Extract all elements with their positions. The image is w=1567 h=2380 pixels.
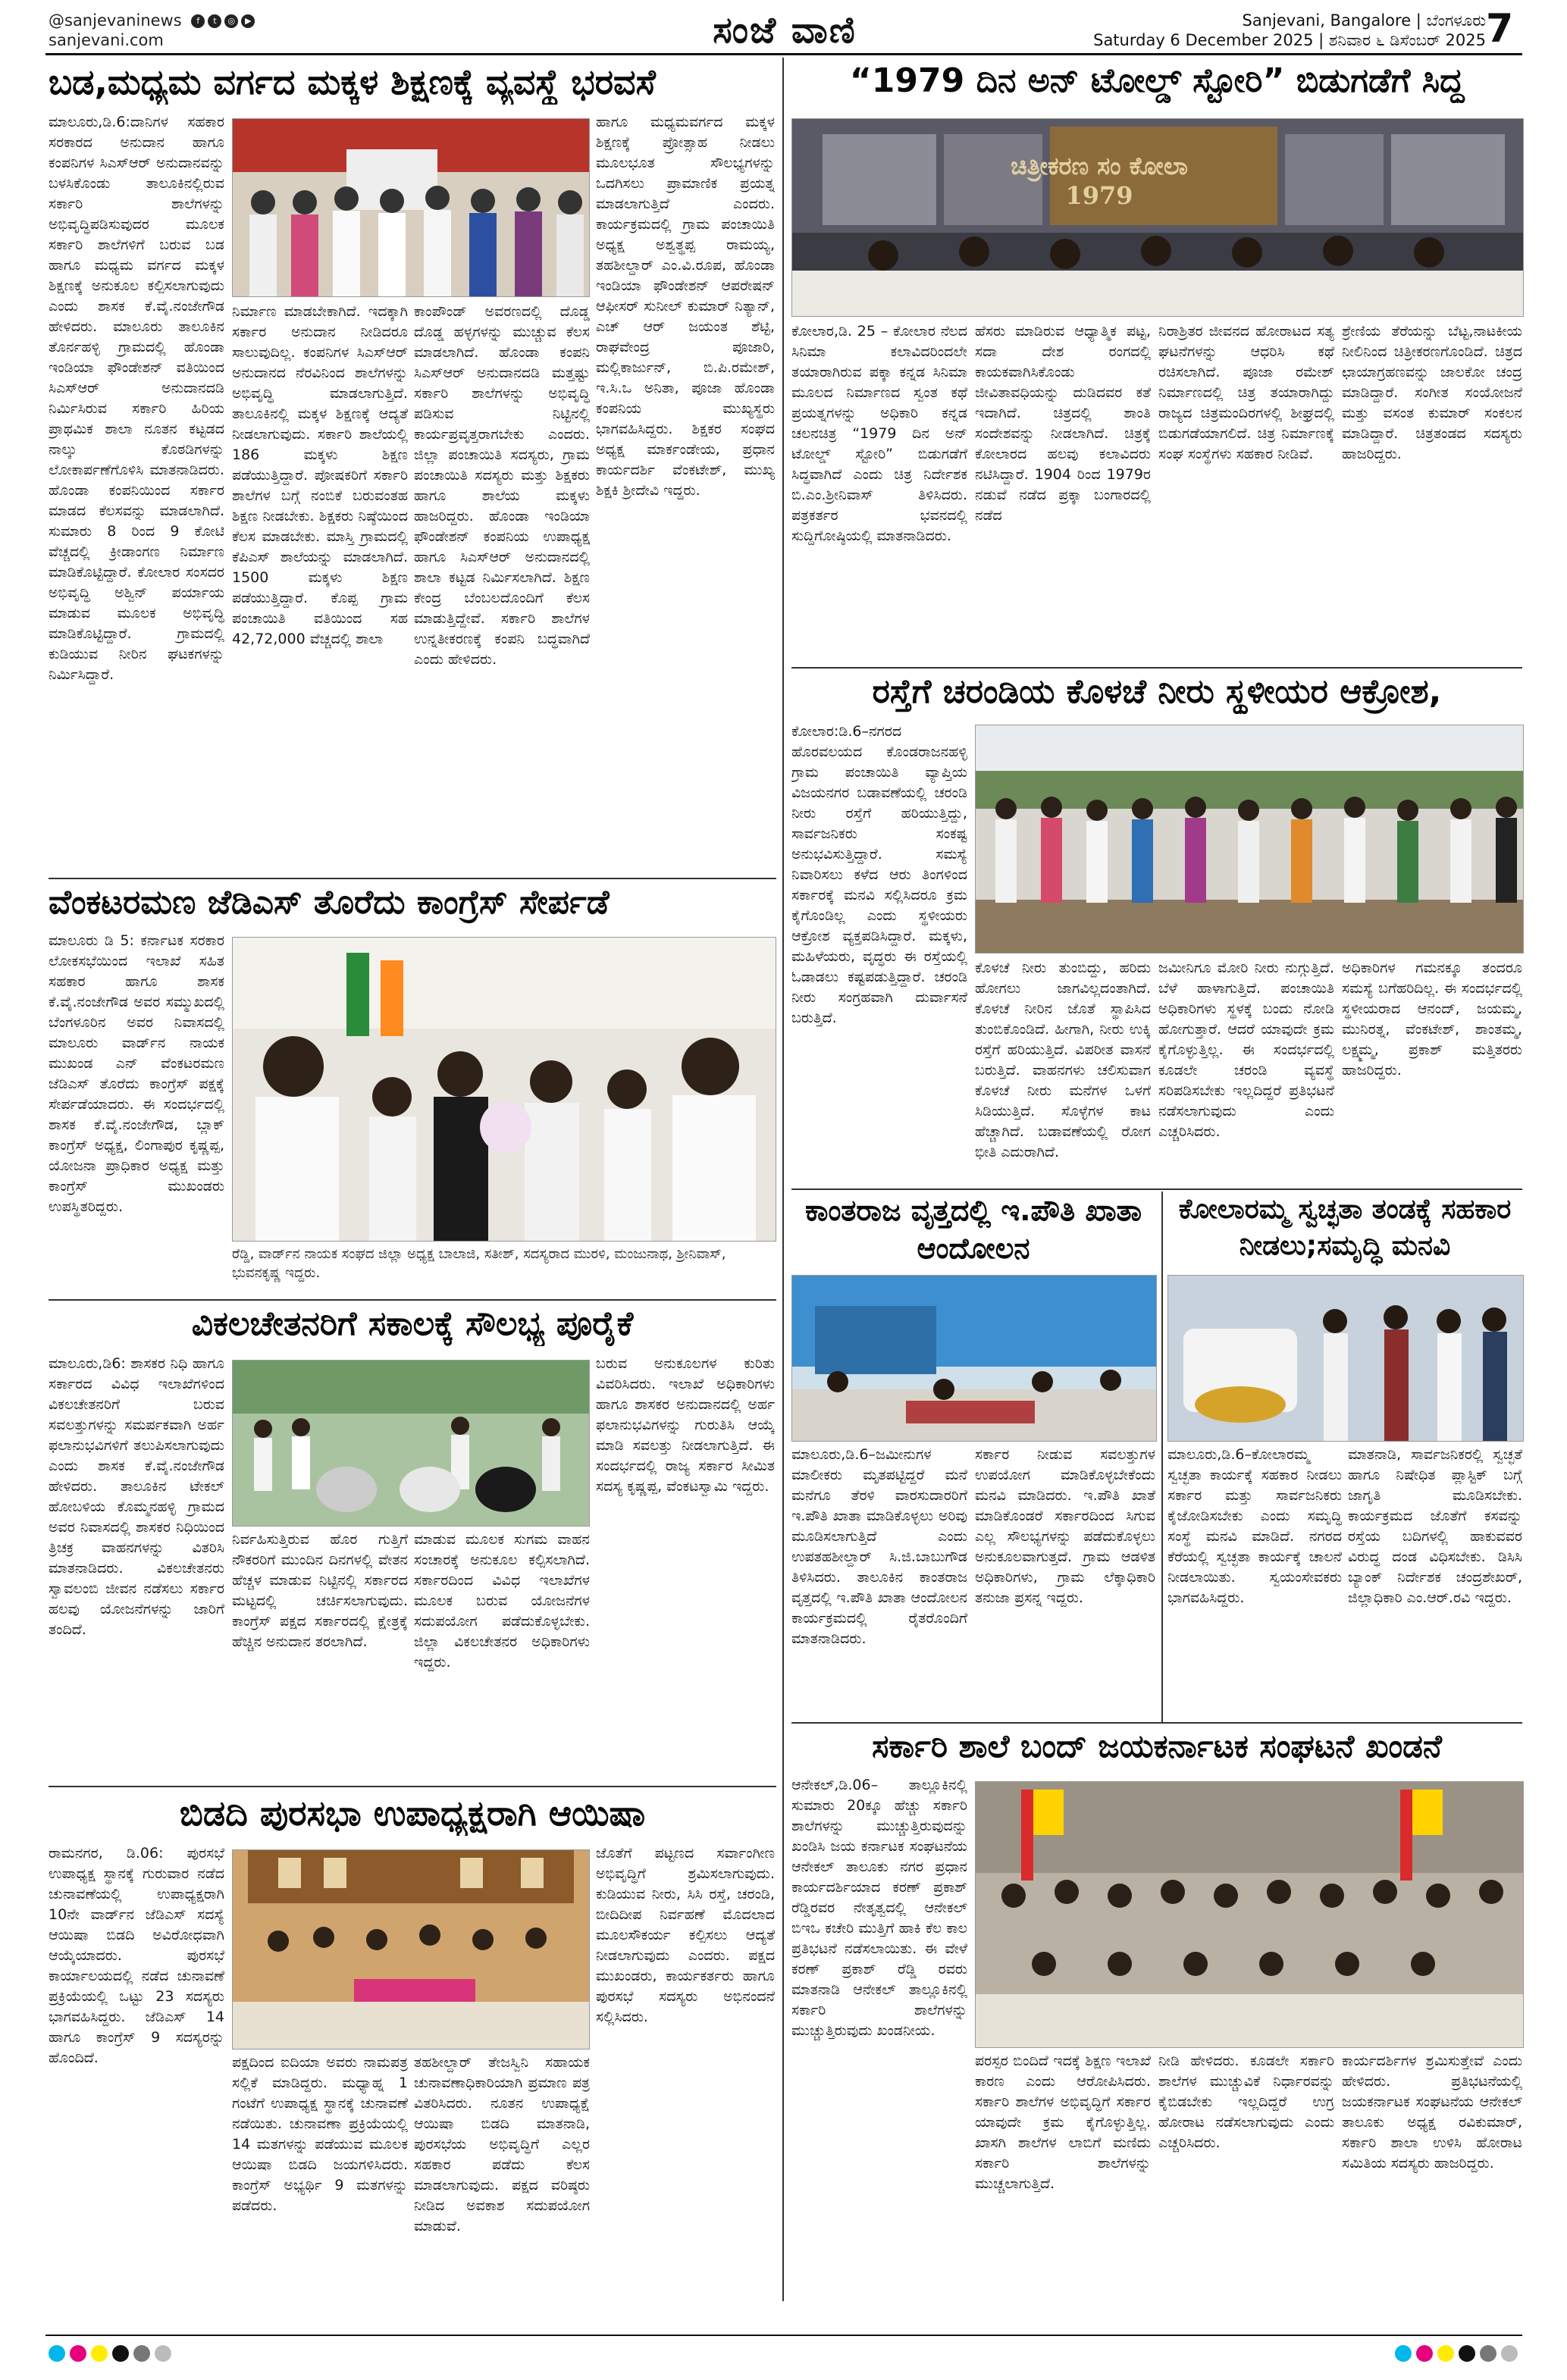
story3-headline: ರಸ್ತೆಗೆ ಚರಂಡಿಯ ಕೊಳಚೆ ನೀರು ಸ್ಥಳೀಯರ ಆಕ್ರೋಶ, — [872, 672, 1442, 711]
social-icons — [191, 14, 255, 28]
divider — [49, 1299, 776, 1301]
yellow-mark — [91, 2345, 108, 2362]
divider — [791, 1188, 1522, 1190]
divider — [49, 878, 776, 879]
grey-mark — [133, 2345, 150, 2362]
story6-photo — [791, 1275, 1157, 1442]
story5-col1: ಮಾಲೂರು,ಡಿ6: ಶಾಸಕರ ನಿಧಿ ಹಾಗೂ ಸರ್ಕಾರದ ವಿವಿಧ ಇಲಾಖೆಗಳಿಂದ ವಿಕಲಚೇತನರಿಗೆ ಬರುವ ಸವಲತ್ತುಗಳನ್ನು ಸಮರ್ಪಕವಾಗಿ ಅರ್ಹ ಫಲಾನುಭವಿಗಳಿಗೆ ತಲುಪಿಸಲಾಗುವುದು ಎಂದು ಶಾಸಕ ಕೆ.ವೈ.ನಂಜೇಗೌಡ ಹೇಳಿದರು. ತಾಲೂಕಿನ ಟೇಕಲ್ ಹೋಬಳಿಯ ಕೊಮ್ಮನಹಳ್ಳಿ ಗ್ರಾಮದ ಅವರ ನಿವಾಸದಲ್ಲಿ ಶಾಸಕರ ನಿಧಿಯಿಂದ ತ್ರಿಚಕ್ರ ವಾಹನಗಳನ್ನು ವಿತರಿಸಿ ಮಾತನಾಡಿದರು. ವಿಕಲಚೇತನರು ಸ್ವಾವಲಂಬಿ ಜೀವನ ನಡೆಸಲು ಸರ್ಕಾರ ಹಲವು ಯೋಜನೆಗಳನ್ನು ಜಾರಿಗೆ ತಂದಿದೆ. — [49, 1355, 224, 1638]
story9-col3: ನೀಡಿ ಹೇಳಿದರು. ಕೂಡಲೇ ಸರ್ಕಾರಿ ಶಾಲೆಗಳ ಮುಚ್ಚುವಿಕೆ ನಿರ್ಧಾರವನ್ನು ಕೈಬಿಡಬೇಕು ಇಲ್ಲದಿದ್ದರೆ ಉಗ್ರ ಹೋರಾಟ ನಡೆಸಲಾಗುವುದು ಎಂದು ಎಚ್ಚರಿಸಿದರು. — [1158, 2053, 1334, 2151]
masthead-left — [49, 11, 255, 50]
story2-col1: ಕೋಲಾರ,ಡಿ. 25 – ಕೋಲಾರ ನೆಲದ ಸಿನಿಮಾ ಕಲಾವಿದರಿಂದಲೇ ತಯಾರಾಗಿರುವ ಪಕ್ಕಾ ಕನ್ನಡ ಸಿನಿಮಾ ಮೂಲದ ನಿರ್ಮಾಣದ ಸ್ವಂತ ಕಥೆ ಪ್ರಯತ್ನಗಳನ್ನು ಅಧಿಕಾರಿ ಕನ್ನಡ ಚಲನಚಿತ್ರ “1979 ದಿನ ಅನ್ ಟೋಲ್ಡ್ ಸ್ಟೋರಿ” ಬಿಡುಗಡೆಗೆ ಸಿದ್ಧವಾಗಿದೆ ಎಂದು ಚಿತ್ರ ನಿರ್ದೇಶಕ ಬಿ.ಎಂ.ಶ್ರೀನಿವಾಸ್ ತಿಳಿಸಿದರು. ಪತ್ರಕರ್ತರ ಭವನದಲ್ಲಿ ಸುದ್ದಿಗೋಷ್ಠಿಯಲ್ಲಿ ಮಾತನಾಡಿದರು. — [791, 323, 967, 544]
story3-photo — [975, 725, 1524, 954]
masthead-right: Sanjevani, Bangalore | ಬೆಂಗಳೂರು Saturday 6 December 2025 | ಶನಿವಾರ ೬ ಡಿಸೆಂಬರ್ 2025 — [1093, 11, 1486, 49]
story6-col2: ಸರ್ಕಾರ ನೀಡುವ ಸವಲತ್ತುಗಳ ಉಪಯೋಗ ಮಾಡಿಕೊಳ್ಳಬೇಕೆಂದು ಮನವಿ ಮಾಡಿದರು. ಇ.ಪೌತಿ ಖಾತೆ ಮಾಡಿಕೊಂಡರೆ ಸರ್ಕಾರದಿಂದ ಸಿಗುವ ಎಲ್ಲ ಸೌಲಭ್ಯಗಳನ್ನು ಪಡೆದುಕೊಳ್ಳಲು ಅನುಕೂಲವಾಗುತ್ತದೆ. ಗ್ರಾಮ ಆಡಳಿತ ಅಧಿಕಾರಿಗಳು, ಗ್ರಾಮ ಲೆಕ್ಕಾಧಿಕಾರಿ ತನುಜಾ ಪ್ರಸನ್ನ ಇದ್ದರು. — [975, 1446, 1155, 1606]
story1-col4: ಹಾಗೂ ಮಧ್ಯಮವರ್ಗದ ಮಕ್ಕಳ ಶಿಕ್ಷಣಕ್ಕೆ ಪ್ರೋತ್ಸಾಹ ನೀಡಲು ಮೂಲಭೂತ ಸೌಲಭ್ಯಗಳನ್ನು ಒದಗಿಸಲು ಪ್ರಾಮಾಣಿಕ ಪ್ರಯತ್ನ ಮಾಡಲಾಗುತ್ತಿದೆ ಎಂದರು. ಕಾರ್ಯಕ್ರಮದಲ್ಲಿ ಗ್ರಾಮ ಪಂಚಾಯಿತಿ ಅಧ್ಯಕ್ಷ ಅಶ್ವತ್ಥಪ್ಪ ರಾಮಯ್ಯ, ತಹಶೀಲ್ದಾರ್ ಎಂ.ವಿ.ರೂಪ, ಹೊಂಡಾ ಇಂಡಿಯಾ ಫೌಂಡೇಶನ್ ಆಪರೇಷನ್ ಆಫೀಸರ್ ಸುನೀಲ್ ಕುಮಾರ್ ನಿತ್ಯಾನ್, ಎಚ್ ಆರ್ ಜಯಂತ ಶೆಟ್ಟಿ, ರಾಘವೇಂದ್ರ ಪೂಜಾರಿ, ಮಲ್ಲಿಕಾರ್ಜುನ್, ಬಿ.ಪಿ.ರಮೇಶ್, ಇ.ಸಿ.ಒ ಅನಿತಾ, ಪೂಜಾ ಹೊಂಡಾ ಕಂಪನಿಯ ಮುಖ್ಯಸ್ಥರು ಭಾಗವಹಿಸಿದ್ದರು. ಶಿಕ್ಷಕರ ಸಂಘದ ಅಧ್ಯಕ್ಷ ಮಾರ್ಕಂಡೇಯ, ಪ್ರಧಾನ ಕಾರ್ಯದರ್ಶಿ ವೆಂಕಟೇಶ್, ಮುಖ್ಯ ಶಿಕ್ಷಕಿ ಶ್ರೀದೇವಿ ಇದ್ದರು. — [596, 114, 775, 499]
story5-headline: ವಿಕಲಚೇತನರಿಗೆ ಸಕಾಲಕ್ಕೆ ಸೌಲಭ್ಯ ಪೂರೈಕೆ — [191, 1304, 634, 1343]
story7-photo — [1167, 1275, 1524, 1442]
social-handle: @sanjevaninews — [49, 11, 182, 30]
date-en: Saturday 6 December 2025 — [1093, 31, 1314, 49]
divider — [49, 1786, 776, 1787]
story4-headline: ವೆಂಕಟರಮಣ ಜೆಡಿಎಸ್ ತೊರೆದು ಕಾಂಗ್ರೆಸ್ ಸೇರ್ಪಡೆ — [49, 883, 610, 922]
story3-col4: ಅಧಿಕಾರಿಗಳ ಗಮನಕ್ಕೂ ತಂದರೂ ಸಮಸ್ಯೆ ಬಗೆಹರಿದಿಲ್ಲ. ಈ ಸಂದರ್ಭದಲ್ಲಿ ಸ್ಥಳೀಯರಾದ ಆನಂದ್, ಜಯಮ್ಮ, ಮುನಿರತ್ನ, ವೆಂಕಟೇಶ್, ಶಾಂತಮ್ಮ, ಲಕ್ಷ್ಮಮ್ಮ, ಪ್ರಕಾಶ್ ಮತ್ತಿತರರು ಹಾಜರಿದ್ದರು. — [1342, 960, 1522, 1079]
story3-col2: ಕೊಳಚೆ ನೀರು ತುಂಬಿದ್ದು, ಹರಿದು ಹೋಗಲು ಜಾಗವಿಲ್ಲದಂತಾಗಿದೆ. ಕೊಳಚೆ ನೀರಿನ ಜೊತೆ ಸ್ಥಾಪಿಸಿದ ತುಂಬಿಕೊಂಡಿದೆ. ಹೀಗಾಗಿ, ನೀರು ಉಕ್ಕಿ ರಸ್ತೆಗೆ ಹರಿಯುತ್ತಿದೆ. ವಿಪರೀತ ವಾಸನೆ ಬರುತ್ತಿದೆ. ವಾಹನಗಳು ಚಲಿಸುವಾಗ ಕೊಳಚೆ ನೀರು ಮನೆಗಳ ಒಳಗೆ ಸಿಡಿಯುತ್ತಿದೆ. ಸೊಳ್ಳೆಗಳ ಕಾಟ ಹೆಚ್ಚಾಗಿದೆ. ಬಡಾವಣೆಯಲ್ಲಿ ರೋಗ ಭೀತಿ ಎದುರಾಗಿದೆ. — [975, 960, 1151, 1160]
cyan-mark — [1395, 2345, 1412, 2362]
story1-photo — [232, 118, 590, 297]
story9-col1: ಆನೇಕಲ್,ಡಿ.06– ತಾಲ್ಲೂಕಿನಲ್ಲಿ ಸುಮಾರು 20ಕ್ಕೂ ಹೆಚ್ಚು ಸರ್ಕಾರಿ ಶಾಲೆಗಳನ್ನು ಮುಚ್ಚುತ್ತಿರುವುದನ್ನು ಖಂಡಿಸಿ ಜಯ ಕರ್ನಾಟಕ ಸಂಘಟನೆಯ ಆನೇಕಲ್ ತಾಲೂಕು ನಗರ ಪ್ರಧಾನ ಕಾರ್ಯದರ್ಶಿಯಾದ ಕರಣ್ ಪ್ರಕಾಶ್ ರೆಡ್ಡಿರವರ ನೇತೃತ್ವದಲ್ಲಿ ಆನೇಕಲ್ ಬಿಇಒ ಕಚೇರಿ ಮುತ್ತಿಗೆ ಹಾಕಿ ಕೆಲ ಕಾಲ ಪ್ರತಿಭಟನೆ ನಡೆಸಲಾಯಿತು. ಈ ವೇಳೆ ಕರಣ್ ಪ್ರಕಾಶ್ ರೆಡ್ಡಿ ರವರು ಮಾತನಾಡಿ ಆನೇಕಲ್ ತಾಲ್ಲೂಕಿನಲ್ಲಿ ಸರ್ಕಾರಿ ಶಾಲೆಗಳನ್ನು ಮುಚ್ಚುತ್ತಿರುವುದು ಖಂಡನೀಯ. — [791, 1777, 967, 2039]
column-divider — [1161, 1192, 1163, 1722]
color-registration-right — [1395, 2345, 1518, 2362]
story7-col1: ಮಾಲೂರು,ಡಿ.6–ಕೋಲಾರಮ್ಮ ಸ್ವಚ್ಛತಾ ಕಾರ್ಯಕ್ಕೆ ಸಹಕಾರ ನೀಡಲು ಸರ್ಕಾರ ಮತ್ತು ಸಾರ್ವಜನಿಕರು ಕೈಜೋಡಿಸಬೇಕು ಎಂದು ಸಮೃದ್ಧಿ ಸಂಸ್ಥೆ ಮನವಿ ಮಾಡಿದೆ. ನಗರದ ಕೆರೆಯಲ್ಲಿ ಸ್ವಚ್ಛತಾ ಕಾರ್ಯಕ್ಕೆ ಚಾಲನೆ ನೀಡಲಾಯಿತು. ಸ್ವಯಂಸೇವಕರು ಭಾಗವಹಿಸಿದ್ದರು. — [1167, 1446, 1342, 1606]
story6-headline: ಕಾಂತರಾಜ ವೃತ್ತದಲ್ಲಿ ಇ.ಪೌತಿ ಖಾತಾ ಆಂದೋಲನ — [804, 1194, 1142, 1265]
story9-photo — [975, 1781, 1524, 2048]
story9-col4: ಕಾರ್ಯದರ್ಶಿಗಳ ಶ್ರಮಿಸುತ್ತೇವೆ ಎಂದು ಹೇಳಿದರು. ಪ್ರತಿಭಟನೆಯಲ್ಲಿ ಜಯಕರ್ನಾಟಕ ಸಂಘಟನೆಯ ಆನೇಕಲ್ ತಾಲೂಕು ಅಧ್ಯಕ್ಷ ರವಿಕುಮಾರ್, ಸರ್ಕಾರಿ ಶಾಲಾ ಉಳಿಸಿ ಹೋರಾಟ ಸಮಿತಿಯ ಸದಸ್ಯರು ಹಾಜರಿದ್ದರು. — [1342, 2053, 1522, 2172]
divider — [791, 667, 1522, 669]
story3-col3: ಜಮೀನಿಗೂ ಮೋರಿ ನೀರು ನುಗ್ಗುತ್ತಿದೆ. ಬೆಳೆ ಹಾಳಾಗುತ್ತಿದೆ. ಪಂಚಾಯಿತಿ ಅಧಿಕಾರಿಗಳು ಸ್ಥಳಕ್ಕೆ ಬಂದು ನೋಡಿ ಹೋಗುತ್ತಾರೆ. ಆದರೆ ಯಾವುದೇ ಕ್ರಮ ಕೈಗೊಳ್ಳುತ್ತಿಲ್ಲ. ಈ ಸಂದರ್ಭದಲ್ಲಿ ಕೂಡಲೇ ಚರಂಡಿ ವ್ಯವಸ್ಥೆ ಸರಿಪಡಿಸಬೇಕು ಇಲ್ಲದಿದ್ದರೆ ಪ್ರತಿಭಟನೆ ನಡೆಸಲಾಗುವುದು ಎಂದು ಎಚ್ಚರಿಸಿದರು. — [1158, 960, 1334, 1140]
youtube-icon: ▶ — [241, 14, 255, 28]
story1-col3: ಕಾಂಪೌಂಡ್ ಅವರಣದಲ್ಲಿ ದೊಡ್ಡ ದೊಡ್ಡ ಹಳ್ಳಗಳನ್ನು ಮುಚ್ಚುವ ಕೆಲಸ ಮಾಡಲಾಗಿದೆ. ಹೊಂಡಾ ಕಂಪನಿ ಸಿಎಸ್‌ಆರ್ ಅನುದಾನದಡಿ ಮತ್ತಷ್ಟು ಸರ್ಕಾರಿ ಶಾಲೆಗಳನ್ನು ಅಭಿವೃದ್ಧಿ ಪಡಿಸುವ ನಿಟ್ಟಿನಲ್ಲಿ ಕಾರ್ಯಪ್ರವೃತ್ತರಾಗಬೇಕು ಎಂದರು. ಜಿಲ್ಲಾ ಪಂಚಾಯಿತಿ ಸದಸ್ಯರು, ಗ್ರಾಮ ಪಂಚಾಯಿತಿ ಸದಸ್ಯರು ಮತ್ತು ಶಿಕ್ಷಕರು ಹಾಗೂ ಶಾಲೆಯ ಮಕ್ಕಳು ಹಾಜರಿದ್ದರು. ಹೊಂಡಾ ಇಂಡಿಯಾ ಫೌಂಡೇಶನ್ ಕಂಪನಿಯ ಉಪಾಧ್ಯಕ್ಷ ಹಾಗೂ ಸಿಎಸ್‌ಆರ್ ಅನುದಾನದಲ್ಲಿ ಶಾಲಾ ಕಟ್ಟಡ ನಿರ್ಮಿಸಲಾಗಿದೆ. ಶಿಕ್ಷಣ ಕೇಂದ್ರ ಬೆಂಬಲದೊಂದಿಗೆ ಕೆಲಸ ಮಾಡುತ್ತಿದ್ದೇವೆ. ಸರ್ಕಾರಿ ಶಾಲೆಗಳ ಉನ್ನತೀಕರಣಕ್ಕೆ ಕಂಪನಿ ಬದ್ಧವಾಗಿದೆ ಎಂದು ಹೇಳಿದರು. — [414, 303, 590, 668]
story8-col4: ಜೊತೆಗೆ ಪಟ್ಟಣದ ಸರ್ವಾಂಗೀಣ ಅಭಿವೃದ್ಧಿಗೆ ಶ್ರಮಿಸಲಾಗುವುದು. ಕುಡಿಯುವ ನೀರು, ಸಿಸಿ ರಸ್ತೆ, ಚರಂಡಿ, ಬೀದಿದೀಪ ನಿರ್ವಹಣೆ ಮೊದಲಾದ ಮೂಲಸೌಕರ್ಯ ಕಲ್ಪಿಸಲು ಆದ್ಯತೆ ನೀಡಲಾಗುವುದು ಎಂದರು. ಪಕ್ಷದ ಮುಖಂಡರು, ಕಾರ್ಯಕರ್ತರು ಹಾಗೂ ಪುರಸಭೆ ಸದಸ್ಯರು ಅಭಿನಂದನೆ ಸಲ್ಲಿಸಿದರು. — [596, 1845, 775, 2025]
story2-headline: “1979 ದಿನ ಅನ್ ಟೋಲ್ಡ್ ಸ್ಟೋರಿ” ಬಿಡುಗಡೆಗೆ ಸಿದ್ಧ — [849, 61, 1465, 100]
logo-text: ಸಂಜೆ ವಾಣಿ — [713, 8, 857, 52]
story8-photo — [232, 1849, 590, 2050]
story2-photo — [791, 118, 1524, 317]
story7-col2: ಮಾತನಾಡಿ, ಸಾರ್ವಜನಿಕರಲ್ಲಿ ಸ್ವಚ್ಛತೆ ಹಾಗೂ ನಿಷೇಧಿತ ಪ್ಲಾಸ್ಟಿಕ್ ಬಗ್ಗೆ ಜಾಗೃತಿ ಮೂಡಿಸಬೇಕು. ಕಾರ್ಯಕ್ರಮದ ಜೊತೆಗೆ ಕಸವನ್ನು ರಸ್ತೆಯ ಬದಿಗಳಲ್ಲಿ ಹಾಕುವವರ ವಿರುದ್ಧ ದಂಡ ವಿಧಿಸಬೇಕು. ಡಿಸಿಸಿ ಬ್ಯಾಂಕ್ ನಿರ್ದೇಶಕ ಚಂದ್ರಶೇಖರ್, ಜಿಲ್ಲಾಧಿಕಾರಿ ಎಂ.ಆರ್.ರವಿ ಇದ್ದರು. — [1348, 1446, 1522, 1606]
story9-col2: ಪರಸ್ಪರ ಬಿಂದಿದೆ ಇದಕ್ಕೆ ಶಿಕ್ಷಣ ಇಲಾಖೆ ಕಾರಣ ಎಂದು ಆರೋಪಿಸಿದರು. ಸರ್ಕಾರಿ ಶಾಲೆಗಳ ಅಭಿವೃದ್ಧಿಗೆ ಸರ್ಕಾರ ಯಾವುದೇ ಕ್ರಮ ಕೈಗೊಳ್ಳುತ್ತಿಲ್ಲ. ಖಾಸಗಿ ಶಾಲೆಗಳ ಲಾಬಿಗೆ ಮಣಿದು ಸರ್ಕಾರಿ ಶಾಲೆಗಳನ್ನು ಮುಚ್ಚಲಾಗುತ್ತಿದೆ. — [975, 2053, 1151, 2192]
page-number: 7 — [1486, 6, 1514, 52]
divider — [791, 1722, 1522, 1724]
story8-col3: ತಹಶೀಲ್ದಾರ್ ತೇಜಸ್ವಿನಿ ಸಹಾಯಕ ಚುನಾವಣಾಧಿಕಾರಿಯಾಗಿ ಪ್ರಮಾಣ ಪತ್ರ ವಿತರಿಸಿದರು. ನೂತನ ಉಪಾಧ್ಯಕ್ಷೆ ಆಯಿಷಾ ಬಿಡದಿ ಮಾತನಾಡಿ, ಪುರಸಭೆಯ ಅಭಿವೃದ್ಧಿಗೆ ಎಲ್ಲರ ಸಹಕಾರ ಪಡೆದು ಕೆಲಸ ಮಾಡಲಾಗುವುದು. ಪಕ್ಷದ ವರಿಷ್ಠರು ನೀಡಿದ ಅವಕಾಶ ಸದುಪಯೋಗ ಮಾಡುವೆ. — [414, 2054, 590, 2234]
magenta-mark — [1416, 2345, 1433, 2362]
edition: Sanjevani, Bangalore — [1242, 11, 1412, 30]
story5-photo — [232, 1360, 590, 1527]
story1-col1: ಮಾಲೂರು,ಡಿ.6:ದಾನಿಗಳ ಸಹಕಾರ ಸರಕಾರದ ಅನುದಾನ ಹಾಗೂ ಕಂಪನಿಗಳ ಸಿಎಸ್‌ಆರ್ ಅನುದಾನವನ್ನು ಬಳಸಿಕೊಂಡು ತಾಲೂಕಿನಲ್ಲಿರುವ ಸರ್ಕಾರಿ ಶಾಲೆಗಳನ್ನು ಅಭಿವೃದ್ಧಿಪಡಿಸುವುದರ ಮೂಲಕ ಸರ್ಕಾರಿ ಶಾಲೆಗಳಿಗೆ ಬರುವ ಬಡ ಹಾಗೂ ಮಧ್ಯಮ ವರ್ಗದ ಮಕ್ಕಳ ಶಿಕ್ಷಣಕ್ಕೆ ಅನುಕೂಲ ಕಲ್ಪಿಸಲಾಗುವುದು ಎಂದು ಶಾಸಕ ಕೆ.ವೈ.ನಂಜೇಗೌಡ ಹೇಳಿದರು. ಮಾಲೂರು ತಾಲೂಕಿನ ತೊರ್ನಹಳ್ಳಿ ಗ್ರಾಮದಲ್ಲಿ ಹೊಂಡಾ ಇಂಡಿಯಾ ಫೌಂಡೇಶನ್ ವತಿಯಿಂದ ಸಿಎಸ್‌ಆರ್ ಅನುದಾನದಡಿ ನಿರ್ಮಿಸಿರುವ ಸರ್ಕಾರಿ ಹಿರಿಯ ಪ್ರಾಥಮಿಕ ಶಾಲಾ ನೂತನ ಕಟ್ಟಡದ ನಾಲ್ಕು ಕೊಠಡಿಗಳನ್ನು ಲೋಕಾರ್ಪಣೆಗೊಳಿಸಿ ಮಾತನಾಡಿದರು. ಹೊಂಡಾ ಕಂಪನಿಯಿಂದ ಸರ್ಕಾರ ಮಾಡದ ಕೆಲಸವನ್ನು ಮಾಡಲಾಗಿದೆ. ಸುಮಾರು 8 ರಿಂದ 9 ಕೋಟಿ ವೆಚ್ಚದಲ್ಲಿ ಕ್ರೀಡಾಂಗಣ ನಿರ್ಮಾಣ ಮಾಡಿಕೊಟ್ಟಿದ್ದಾರೆ. ಕೋಲಾರ ಸಂಸದರ ಅಭಿವೃದ್ಧಿ ಅಶ್ವಿನ್ ಪರ್ಯಾಯ ಮಾಡುವ ಮೂಲಕ ಅಭಿವೃದ್ಧಿ ಮಾಡಿಕೊಟ್ಟಿದ್ದಾರೆ. ಗ್ರಾಮದಲ್ಲಿ ಕುಡಿಯುವ ನೀರಿನ ಘಟಕಗಳನ್ನು ನಿರ್ಮಿಸಿದ್ದಾರೆ. — [49, 114, 224, 683]
lightgrey-mark — [155, 2345, 171, 2362]
lightgrey-mark — [1501, 2345, 1518, 2362]
story3-col1: ಕೋಲಾರ:ಡಿ.6–ನಗರದ ಹೊರವಲಯದ ಕೊಂಡರಾಜನಹಳ್ಳಿ ಗ್ರಾಮ ಪಂಚಾಯಿತಿ ವ್ಯಾಪ್ತಿಯ ವಿಜಯನಗರ ಬಡಾವಣೆಯಲ್ಲಿ ಚರಂಡಿ ನೀರು ರಸ್ತೆಗೆ ಹರಿಯುತ್ತಿದ್ದು, ಸಾರ್ವಜನಿಕರು ಸಂಕಷ್ಟ ಅನುಭವಿಸುತ್ತಿದ್ದಾರೆ. ಸಮಸ್ಯೆ ನಿವಾರಿಸಲು ಕಳೆದ ಆರು ತಿಂಗಳಿಂದ ಸರ್ಕಾರಕ್ಕೆ ಮನವಿ ಸಲ್ಲಿಸಿದರೂ ಕ್ರಮ ಕೈಗೊಂಡಿಲ್ಲ ಎಂದು ಸ್ಥಳೀಯರು ಆಕ್ರೋಶ ವ್ಯಕ್ತಪಡಿಸಿದ್ದಾರೆ. ಮಕ್ಕಳು, ಮಹಿಳೆಯರು, ವೃದ್ಧರು ಈ ರಸ್ತೆಯಲ್ಲಿ ಓಡಾಡಲು ಕಷ್ಟಪಡುತ್ತಿದ್ದಾರೆ. ಚರಂಡಿ ನೀರು ಸಂಗ್ರಹವಾಗಿ ದುರ್ವಾಸನೆ ಬರುತ್ತಿದೆ. — [791, 723, 967, 1026]
story7-headline: ಕೋಲಾರಮ್ಮ ಸ್ವಚ್ಛತಾ ತಂಡಕ್ಕೆ ಸಹಕಾರ ನೀಡಲು;ಸಮೃದ್ಧಿ ಮನವಿ — [1178, 1194, 1512, 1261]
website: sanjevani.com — [49, 31, 164, 49]
cyan-mark — [49, 2345, 65, 2362]
magenta-mark — [70, 2345, 86, 2362]
story5-col2: ನಿರ್ವಹಿಸುತ್ತಿರುವ ಹೊರ ಗುತ್ತಿಗೆ ನೌಕರರಿಗೆ ಮುಂದಿನ ದಿನಗಳಲ್ಲಿ ವೇತನ ಹೆಚ್ಚಳ ಮಾಡುವ ನಿಟ್ಟಿನಲ್ಲಿ ಸರ್ಕಾರದ ಮಟ್ಟದಲ್ಲಿ ಚರ್ಚಿಸಲಾಗುವುದು. ಕಾಂಗ್ರೆಸ್ ಪಕ್ಷದ ಸರ್ಕಾರದಲ್ಲಿ ಕ್ಷೇತ್ರಕ್ಕೆ ಹೆಚ್ಚಿನ ಅನುದಾನ ತರಲಾಗಿದೆ. — [232, 1531, 408, 1650]
yellow-mark — [1437, 2345, 1454, 2362]
story8-headline: ಬಿಡದಿ ಪುರಸಭಾ ಉಪಾಧ್ಯಕ್ಷರಾಗಿ ಆಯಿಷಾ — [179, 1793, 646, 1834]
story2-col3: ನಿರಾಶ್ರಿತರ ಜೀವನದ ಹೋರಾಟದ ಸತ್ಯ ಘಟನೆಗಳನ್ನು ಆಧರಿಸಿ ಕಥೆ ರಚಿಸಲಾಗಿದೆ. ಪೂಜಾ ರಮೇಶ್ ನಿರ್ಮಾಣದಲ್ಲಿ ಚಿತ್ರ ತಯಾರಾಗಿದ್ದು ರಾಜ್ಯದ ಚಿತ್ರಮಂದಿರಗಳಲ್ಲಿ ಶೀಘ್ರದಲ್ಲಿ ಬಿಡುಗಡೆಯಾಗಲಿದೆ. ಚಿತ್ರ ನಿರ್ಮಾಣಕ್ಕೆ ಸಂಘ ಸಂಸ್ಥೆಗಳು ಸಹಕಾರ ನೀಡಿವೆ. — [1158, 323, 1334, 462]
twitter-icon: t — [208, 14, 221, 28]
footer-rule — [45, 2335, 1522, 2336]
masthead-rule — [45, 53, 1522, 55]
instagram-icon: ◎ — [224, 14, 238, 28]
color-registration-left — [49, 2345, 171, 2362]
story4-photo — [232, 937, 776, 1242]
black-mark — [1459, 2345, 1475, 2362]
facebook-icon: f — [191, 14, 205, 28]
story5-col3: ಮಾಡುವ ಮೂಲಕ ಸುಗಮ ವಾಹನ ಸಂಚಾರಕ್ಕೆ ಅನುಕೂಲ ಕಲ್ಪಿಸಲಾಗಿದೆ. ಸರ್ಕಾರದಿಂದ ವಿವಿಧ ಇಲಾಖೆಗಳ ಮೂಲಕ ಬರುವ ಯೋಜನೆಗಳ ಸದುಪಯೋಗ ಪಡೆದುಕೊಳ್ಳಬೇಕು. ಜಿಲ್ಲಾ ವಿಕಲಚೇತನರ ಅಧಿಕಾರಿಗಳು ಇದ್ದರು. — [414, 1531, 590, 1671]
film-banner-text: ಚಿತ್ರೀಕರಣ ಸಂ ಕೋಲಾ 1979 — [1011, 152, 1188, 210]
column-divider — [782, 58, 784, 2301]
date-kn: ಶನಿವಾರ ೬ ಡಿಸೆಂಬರ್ 2025 — [1328, 31, 1486, 49]
story2-col2: ಹೆಸರು ಮಾಡಿರುವ ಆಧ್ಯಾತ್ಮಿಕ ಪಟ್ಟ, ಸದಾ ದೇಶ ರಂಗದಲ್ಲಿ ಕಾಯಕವಾಗಿಸಿಕೊಂಡು ಜೀವಿತಾವಧಿಯನ್ನು ದುಡಿದವರ ಕತೆ ಇದಾಗಿದೆ. ಚಿತ್ರದಲ್ಲಿ ಶಾಂತಿ ಸಂದೇಶವನ್ನು ನೀಡಲಾಗಿದೆ. ಚಿತ್ರಕ್ಕೆ ಕೋಲಾರದ ಹಲವು ಕಲಾವಿದರು ನಟಿಸಿದ್ದಾರೆ. 1904 ರಿಂದ 1979ರ ನಡುವೆ ನಡೆದ ಪ್ರಕ್ಕಾ ಬಂಗಾರದಲ್ಲಿ ನಡೆದ — [975, 323, 1151, 524]
story8-col1: ರಾಮನಗರ, ಡಿ.06: ಪುರಸಭೆ ಉಪಾಧ್ಯಕ್ಷ ಸ್ಥಾನಕ್ಕೆ ಗುರುವಾರ ನಡೆದ ಚುನಾವಣೆಯಲ್ಲಿ ಉಪಾಧ್ಯಕ್ಷರಾಗಿ 10ನೇ ವಾರ್ಡ್‌ನ ಜೆಡಿಎಸ್ ಸದಸ್ಯೆ ಆಯಿಷಾ ಬಿಡದಿ ಅವಿರೋಧವಾಗಿ ಆಯ್ಕೆಯಾದರು. ಪುರಸಭೆ ಕಾರ್ಯಾಲಯದಲ್ಲಿ ನಡೆದ ಚುನಾವಣೆ ಪ್ರಕ್ರಿಯೆಯಲ್ಲಿ ಒಟ್ಟು 23 ಸದಸ್ಯರು ಭಾಗವಹಿಸಿದ್ದರು. ಜೆಡಿಎಸ್ 14 ಹಾಗೂ ಕಾಂಗ್ರೆಸ್ 9 ಸದಸ್ಯರನ್ನು ಹೊಂದಿದೆ. — [49, 1845, 224, 2066]
story6-col1: ಮಾಲೂರು,ಡಿ.6–ಜಮೀನುಗಳ ಮಾಲೀಕರು ಮೃತಪಟ್ಟಿದ್ದರೆ ಮನೆ ಮನೆಗೂ ತೆರಳಿ ವಾರಸುದಾರರಿಗೆ ಇ.ಪೌತಿ ಖಾತಾ ಮಾಡಿಕೊಳ್ಳಲು ಅರಿವು ಮೂಡಿಸಲಾಗುತ್ತಿದೆ ಎಂದು ಉಪತಹಶೀಲ್ದಾರ್ ಸಿ.ಜಿ.ಬಾಬುಗೌಡ ತಿಳಿಸಿದರು. ತಾಲೂಕಿನ ಕಾಂತರಾಜ ವೃತ್ತದಲ್ಲಿ ಇ.ಪೌತಿ ಖಾತಾ ಆಂದೋಲನ ಕಾರ್ಯಕ್ರಮದಲ್ಲಿ ರೈತರೊಂದಿಗೆ ಮಾತನಾಡಿದರು. — [791, 1446, 967, 1647]
story8-col2: ಪಕ್ಷದಿಂದ ಐದಿಯಾ ಅವರು ನಾಮಪತ್ರ ಸಲ್ಲಿಕೆ ಮಾಡಿದ್ದರು. ಮಧ್ಯಾಹ್ನ 1 ಗಂಟೆಗೆ ಉಪಾಧ್ಯಕ್ಷ ಸ್ಥಾನಕ್ಕೆ ಚುನಾವಣೆ ನಡೆಯಿತು. ಚುನಾವಣಾ ಪ್ರಕ್ರಿಯೆಯಲ್ಲಿ 14 ಮತಗಳನ್ನು ಪಡೆಯುವ ಮೂಲಕ ಆಯಿಷಾ ಬಿಡದಿ ಜಯಗಳಿಸಿದರು. ಕಾಂಗ್ರೆಸ್ ಅಭ್ಯರ್ಥಿ 9 ಮತಗಳನ್ನು ಪಡೆದರು. — [232, 2054, 408, 2214]
story1-col2: ನಿರ್ಮಾಣ ಮಾಡಬೇಕಾಗಿದೆ. ಇದಕ್ಕಾಗಿ ಸರ್ಕಾರ ಅನುದಾನ ನೀಡಿದರೂ ಸಾಲುವುದಿಲ್ಲ. ಕಂಪನಿಗಳ ಸಿಎಸ್‌ಆರ್ ಅನುದಾನದ ನೆರವಿನಿಂದ ಶಾಲೆಗಳನ್ನು ಅಭಿವೃದ್ಧಿ ಮಾಡಲಾಗುತ್ತಿದೆ. ತಾಲೂಕಿನಲ್ಲಿ ಮಕ್ಕಳ ಶಿಕ್ಷಣಕ್ಕೆ ಆದ್ಯತೆ ನೀಡಲಾಗುವುದು. ಸರ್ಕಾರಿ ಶಾಲೆಯಲ್ಲಿ 186 ಮಕ್ಕಳು ಶಿಕ್ಷಣ ಪಡೆಯುತ್ತಿದ್ದಾರೆ. ಪೋಷಕರಿಗೆ ಸರ್ಕಾರಿ ಶಾಲೆಗಳ ಬಗ್ಗೆ ನಂಬಿಕೆ ಬರುವಂತಹ ಶಿಕ್ಷಣ ನೀಡಬೇಕು. ಶಿಕ್ಷಕರು ನಿಷ್ಠೆಯಿಂದ ಕೆಲಸ ಮಾಡಬೇಕು. ಮಾಸ್ತಿ ಗ್ರಾಮದಲ್ಲಿ ಕೆಪಿಎಸ್ ಶಾಲೆಯನ್ನು ಮಾಡಲಾಗಿದೆ. 1500 ಮಕ್ಕಳು ಶಿಕ್ಷಣ ಪಡೆಯುತ್ತಿದ್ದಾರೆ. ಕೊಪ್ಪ ಗ್ರಾಮ ಪಂಚಾಯಿತಿ ವತಿಯಿಂದ ಸಹ 42,72,000 ವೆಚ್ಚದಲ್ಲಿ ಶಾಲಾ — [232, 303, 408, 647]
story2-col4: ಶ್ರೇಣಿಯ ತೆರೆಯನ್ನು ಬೆಟ್ಟ,ನಾಟಕೀಯ ನೀಲಿನಿಂದ ಚಿತ್ರೀಕರಣಗೊಂಡಿದೆ. ಚಿತ್ರದ ಛಾಯಾಗ್ರಹಣವನ್ನು ಜಾಲಕೋ ಚಂದ್ರ ಮಾಡಿದ್ದಾರೆ. ಸಂಗೀತ ಸಂಯೋಜನೆ ಮತ್ತು ವಸಂತ ಕುಮಾರ್ ಸಂಕಲನ ಮಾಡಿದ್ದಾರೆ. ಚಿತ್ರತಂಡದ ಸದಸ್ಯರು ಹಾಜರಿದ್ದರು. — [1342, 323, 1522, 462]
story9-headline: ಸರ್ಕಾರಿ ಶಾಲೆ ಬಂದ್ ಜಯಕರ್ನಾಟಕ ಸಂಘಟನೆ ಖಂಡನೆ — [872, 1727, 1442, 1765]
grey-mark — [1480, 2345, 1496, 2362]
story4-col1: ಮಾಲೂರು ಡಿ 5: ಕರ್ನಾಟಕ ಸರಕಾರ ಲೋಕಸಭೆಯಿಂದ ಇಲಾಖೆ ಸಹಿತ ಸಹಕಾರ ಹಾಗೂ ಶಾಸಕ ಕೆ.ವೈ.ನಂಜೇಗೌಡ ಅವರ ಸಮ್ಮುಖದಲ್ಲಿ ಬೆಂಗಳೂರಿನ ಅವರ ನಿವಾಸದಲ್ಲಿ ಮಾಲೂರು ವಾರ್ಡ್‌ನ ನಾಯಕ ಮುಖಂಡ ಎನ್ ವೆಂಕಟರಮಣ ಜೆಡಿಎಸ್ ತೊರೆದು ಕಾಂಗ್ರೆಸ್ ಪಕ್ಷಕ್ಕೆ ಸೇರ್ಪಡೆಯಾದರು. ಈ ಸಂದರ್ಭದಲ್ಲಿ ಶಾಸಕ ಕೆ.ವೈ.ನಂಜೇಗೌಡ, ಬ್ಲಾಕ್ ಕಾಂಗ್ರೆಸ್ ಅಧ್ಯಕ್ಷ, ಲಿಂಗಾಪುರ ಕೃಷ್ಣಪ್ಪ, ಯೋಜನಾ ಪ್ರಾಧಿಕಾರ ಅಧ್ಯಕ್ಷ ಮತ್ತು ಕಾಂಗ್ರೆಸ್ ಮುಖಂಡರು ಉಪಸ್ಥಿತರಿದ್ದರು. — [49, 932, 224, 1215]
edition-kn: ಬೆಂಗಳೂರು — [1426, 11, 1486, 30]
newspaper-logo — [675, 6, 895, 55]
story5-col4: ಬರುವ ಅನುಕೂಲಗಳ ಕುರಿತು ವಿವರಿಸಿದರು. ಇಲಾಖೆ ಅಧಿಕಾರಿಗಳು ಹಾಗೂ ಶಾಸಕರ ಅನುದಾನದಲ್ಲಿ ಅರ್ಹ ಫಲಾನುಭವಿಗಳನ್ನು ಗುರುತಿಸಿ ಆಯ್ಕೆ ಮಾಡಿ ಸವಲತ್ತು ನೀಡಲಾಗುತ್ತಿದೆ. ಈ ಸಂದರ್ಭದಲ್ಲಿ ರಾಜ್ಯ ಸರ್ಕಾರ ಸೀಮಿತ ಸದಸ್ಯ ಕೃಷ್ಣಪ್ಪ, ವೆಂಕಟಸ್ವಾಮಿ ಇದ್ದರು. — [596, 1355, 775, 1495]
story1-headline: ಬಡ,ಮಧ್ಯಮ ವರ್ಗದ ಮಕ್ಕಳ ಶಿಕ್ಷಣಕ್ಕೆ ವ್ಯವಸ್ಥೆ ಭರವಸೆ — [49, 61, 656, 102]
black-mark — [112, 2345, 129, 2362]
story4-caption: ರೆಡ್ಡಿ, ವಾರ್ಡ್‌ನ ನಾಯಕ ಸಂಘದ ಜಿಲ್ಲಾ ಅಧ್ಯಕ್ಷ ಬಾಲಾಜಿ, ಸತೀಶ್, ಸದಸ್ಯರಾದ ಮುರಳಿ, ಮಂಜುನಾಥ, ಶ್ರೀನಿವಾಸ್, ಭುವನಕೃಷ್ಣ ಇದ್ದರು. — [232, 1246, 726, 1281]
